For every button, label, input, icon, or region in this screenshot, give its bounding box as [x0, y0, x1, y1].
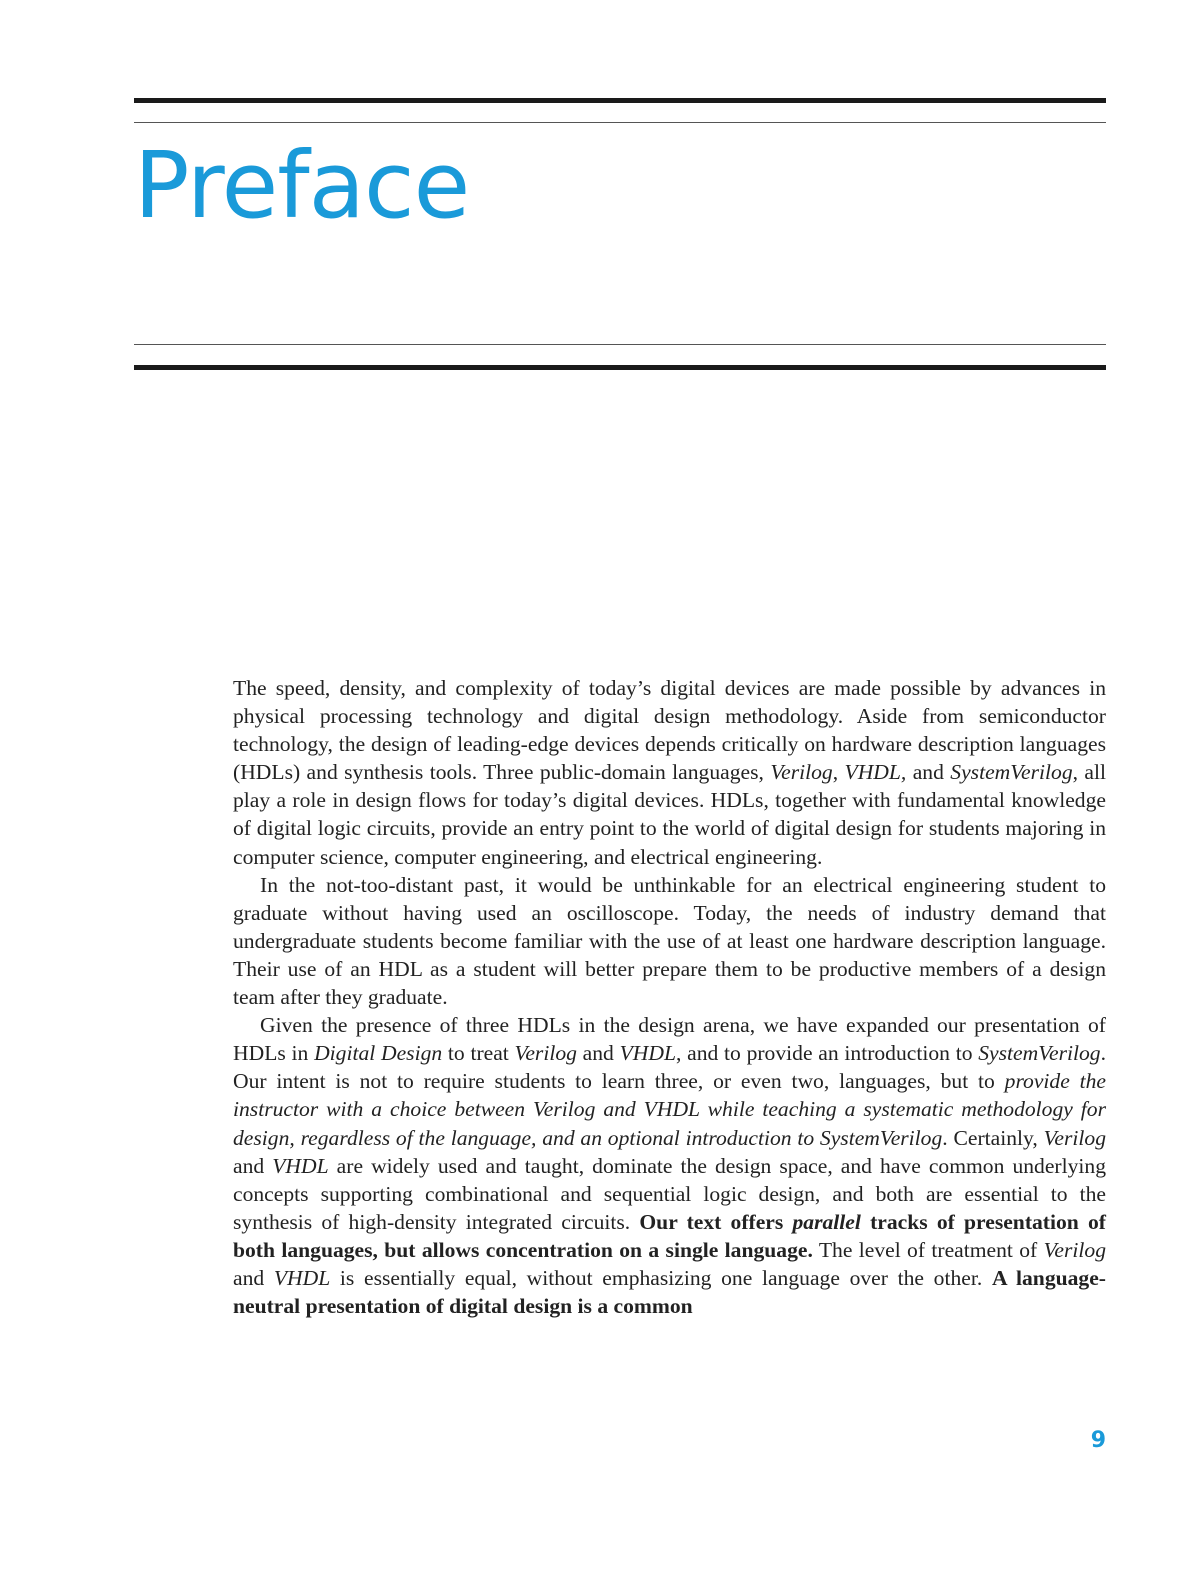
text-run: , — [832, 760, 845, 785]
text-run: is essentially equal, without emphasizing one language over the other. — [330, 1265, 992, 1290]
text-run: Digital Design — [314, 1041, 443, 1066]
page-title: Preface — [134, 132, 470, 239]
top-thick-rule — [134, 98, 1106, 103]
paragraph-1 — [233, 674, 1106, 871]
text-run: In the not-too-distant past, it would be unthinkable for an electrical engineering student to graduate without having used an oscilloscope. Today, the needs of industry demand that undergraduate students become familiar with the use of at least one hardware description language. Their use of an HDL as a student will better prepare them to be productive members of a design team after they graduate. — [233, 872, 1106, 1010]
bottom-thick-rule — [134, 365, 1106, 370]
text-run: The speed, density, and complexity of today’s digital devices are made possible by advances in physical processing technology and digital design methodology. Aside from semiconductor technology, the design of leading-edge devices depends critically on hardware description languages (HDLs) and synthesis tools. Three public-domain languages, — [233, 676, 1106, 785]
text-run: Verilog — [1043, 1125, 1107, 1150]
text-run: VHDL — [619, 1041, 676, 1066]
text-run: and — [906, 760, 951, 785]
text-run: . Certainly, — [942, 1125, 1044, 1150]
body-text — [233, 674, 1106, 1320]
text-run: SystemVerilog — [978, 1041, 1101, 1066]
text-run: parallel — [792, 1209, 861, 1234]
text-run: VHDL — [273, 1265, 331, 1290]
text-run: , and to provide an introduction to — [675, 1041, 979, 1066]
paragraph-2 — [233, 871, 1106, 1011]
text-run: VHDL, — [844, 760, 907, 785]
text-run: Verilog — [1043, 1237, 1106, 1262]
text-run: tracks of presentation of both languages, but allows concentration on a single language. — [233, 1209, 1106, 1262]
text-run: and — [576, 1041, 620, 1066]
paragraph-3 — [233, 1011, 1106, 1320]
bottom-thin-rule — [134, 344, 1106, 345]
text-run: provide the instructor with a choice between Verilog and VHDL while teaching a systematic methodology for design, regardless of the language, and an optional introduction to SystemVerilog — [233, 1069, 1106, 1150]
text-run: A language-neutral presentation of digital design is a common — [233, 1265, 1106, 1319]
text-run: Verilog — [514, 1041, 577, 1066]
text-run: Verilog — [770, 760, 833, 785]
text-run: are widely used and taught, dominate the design space, and have common underlying concepts supporting combinational and sequential logic design, and both are essential to the synthesis of high-density integrated circuits. — [233, 1153, 1106, 1234]
text-run: and — [233, 1153, 273, 1178]
text-run: , all play a role in design flows for today’s digital devices. HDLs, together with fundamental knowledge of digital logic circuits, provide an entry point to the world of digital design for students majoring in computer science, computer engineering, and electrical engineering. — [233, 760, 1107, 869]
text-run: . Our intent is not to require students to learn three, or even two, languages, but to — [233, 1041, 1106, 1094]
text-run: to treat — [442, 1041, 515, 1066]
text-run: SystemVerilog — [950, 760, 1073, 785]
text-run: VHDL — [272, 1153, 329, 1178]
text-run: Our text offers — [639, 1209, 793, 1234]
page-number: 9 — [1090, 1428, 1106, 1453]
text-run: Given the presence of three HDLs in the design arena, we have expanded our presentation of HDLs in — [233, 1013, 1106, 1066]
text-run: The level of treatment of — [812, 1237, 1044, 1262]
text-run: and — [233, 1265, 274, 1290]
top-thin-rule — [134, 122, 1106, 123]
